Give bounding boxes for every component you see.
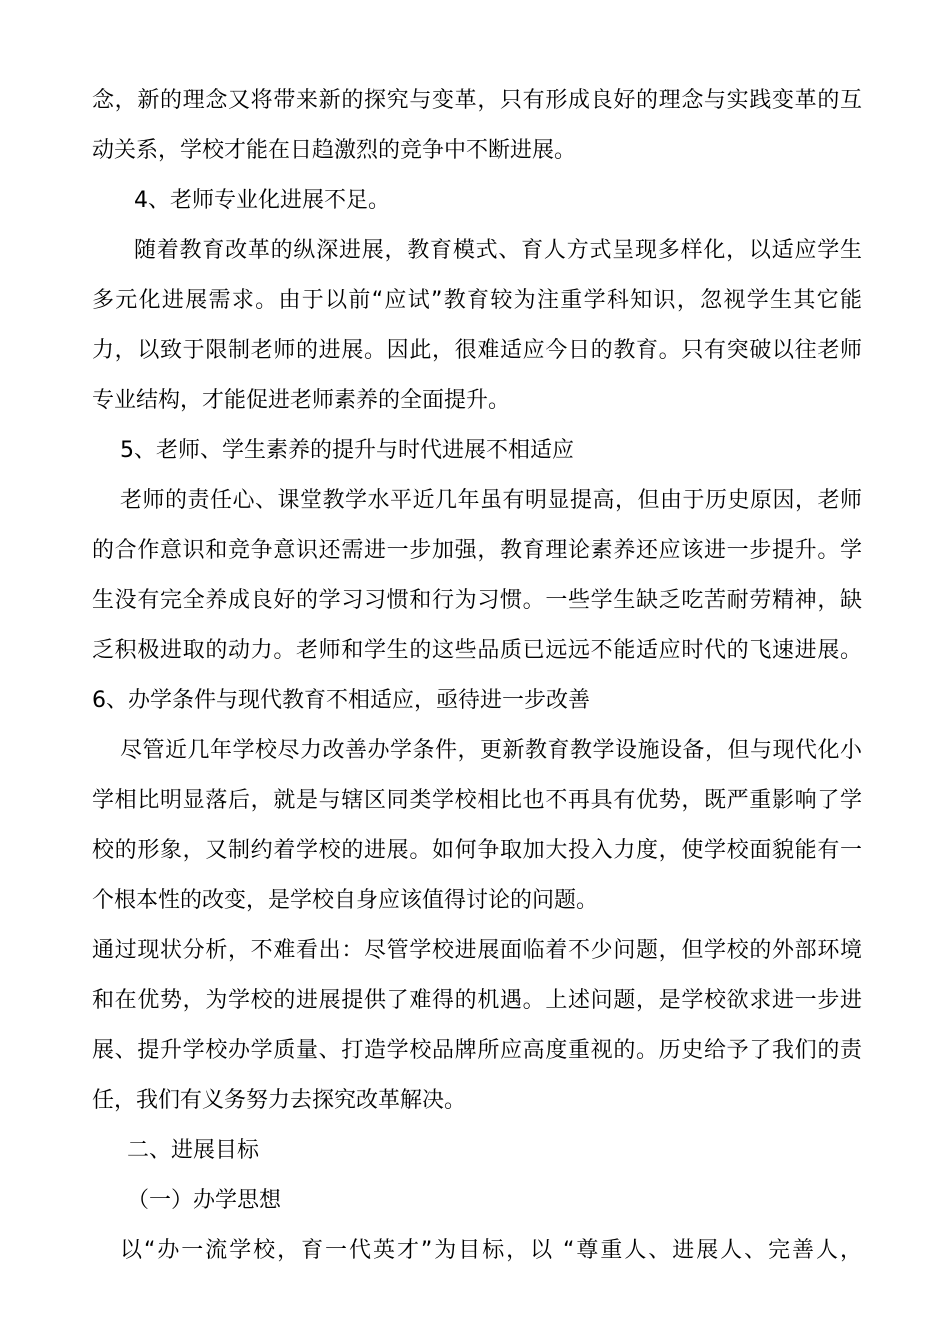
paragraph-line: 多元化进展需求。由于以前“应试”教育较为注重学科知识，忽视学生其它能 [92, 288, 862, 313]
paragraph-line: 和在优势，为学校的进展提供了难得的机遇。上述问题，是学校欲求进一步进 [92, 988, 862, 1013]
subsection-heading: （一）办学思想 [127, 1188, 282, 1213]
paragraph-line: 学相比明显落后，就是与辖区同类学校相比也不再具有优势，既严重影响了学 [92, 788, 862, 813]
paragraph-line: 通过现状分析，不难看出：尽管学校进展面临着不少问题，但学校的外部环境 [92, 938, 862, 963]
paragraph-line: 个根本性的改变，是学校自身应该值得讨论的问题。 [92, 888, 599, 913]
paragraph-line: 随着教育改革的纵深进展，教育模式、育人方式呈现多样化，以适应学生 [134, 238, 862, 263]
paragraph-line: 力，以致于限制老师的进展。因此，很难适应今日的教育。只有突破以往老师 [92, 338, 862, 363]
section-heading: 5、老师、学生素养的提升与时代进展不相适应 [120, 438, 574, 463]
paragraph-line: 任，我们有义务努力去探究改革解决。 [92, 1088, 467, 1113]
paragraph-line: 校的形象，又制约着学校的进展。如何争取加大投入力度，使学校面貌能有一 [92, 838, 862, 863]
section-heading: 二、进展目标 [127, 1138, 260, 1163]
section-heading: 4、老师专业化进展不足。 [134, 188, 390, 213]
paragraph-line: 乏积极进取的动力。老师和学生的这些品质已远远不能适应时代的飞速进展。 [92, 638, 862, 663]
section-heading: 6、办学条件与现代教育不相适应，亟待进一步改善 [92, 688, 590, 713]
paragraph-line: 尽管近几年学校尽力改善办学条件，更新教育教学设施设备，但与现代化小 [120, 738, 862, 763]
paragraph-line: 念，新的理念又将带来新的探究与变革，只有形成良好的理念与实践变革的互 [92, 88, 862, 113]
paragraph-line: 的合作意识和竞争意识还需进一步加强，教育理论素养还应该进一步提升。学 [92, 538, 862, 563]
paragraph-line: 老师的责任心、课堂教学水平近几年虽有明显提高，但由于历史原因，老师 [120, 488, 862, 513]
paragraph-line: 动关系，学校才能在日趋激烈的竞争中不断进展。 [92, 138, 577, 163]
paragraph-line: 展、提升学校办学质量、打造学校品牌所应高度重视的。历史给予了我们的责 [92, 1038, 862, 1063]
paragraph-line: 专业结构，才能促进老师素养的全面提升。 [92, 388, 511, 413]
paragraph-line: 以“办一流学校，育一代英才”为目标，以 “尊重人、进展人、完善人， [120, 1238, 862, 1263]
paragraph-line: 生没有完全养成良好的学习习惯和行为习惯。一些学生缺乏吃苦耐劳精神，缺 [92, 588, 862, 613]
